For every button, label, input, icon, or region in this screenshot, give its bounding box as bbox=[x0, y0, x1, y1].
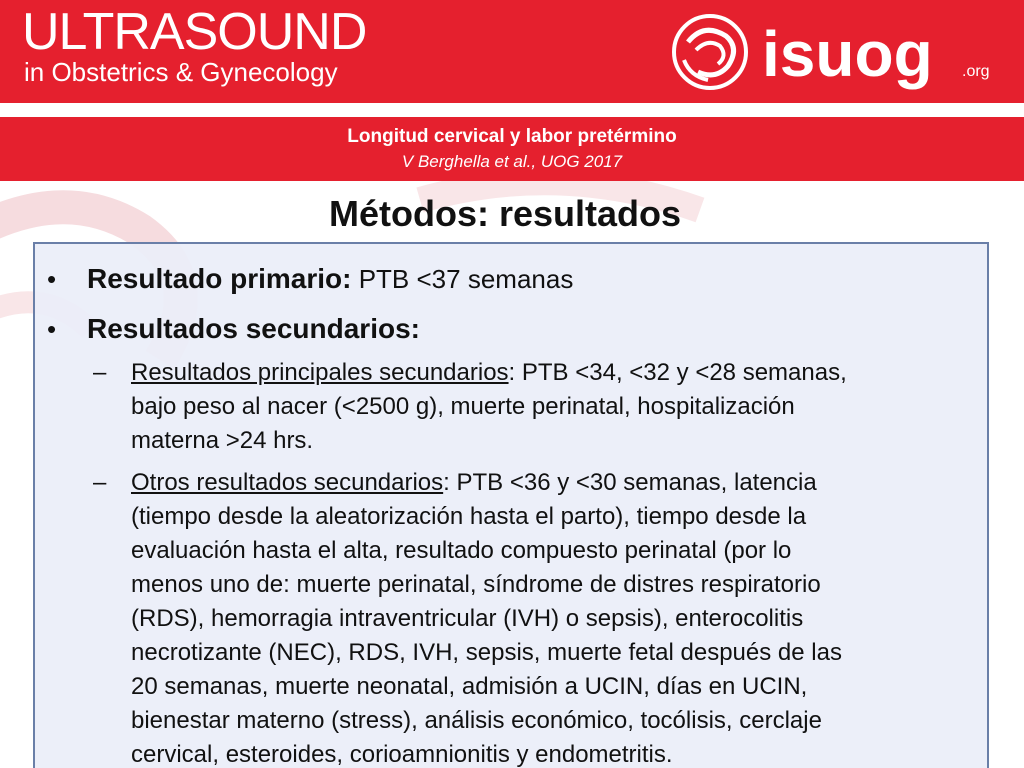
slide-title: Métodos: resultados bbox=[328, 193, 682, 234]
bullet-dot-icon: • bbox=[47, 314, 57, 344]
sub-item-label: Resultados principales secundarios bbox=[131, 359, 509, 386]
paper-title: Longitud cervical y labor pretérmino bbox=[347, 126, 677, 147]
content-box bbox=[33, 242, 989, 768]
header-divider bbox=[0, 103, 1024, 117]
dash-icon: – bbox=[93, 359, 107, 386]
sub-item-main-secondary: – Resultados principales secundarios: PTB <34, <32 y <28 semanas, bajo peso al nacer (<2500 g), muerte perinatal, hospitalización materna >24 hrs. bbox=[93, 356, 983, 460]
isuog-logo bbox=[664, 0, 1024, 103]
sub-item-other-secondary: – Otros resultados secundarios: PTB <36 y <30 semanas, latencia (tiempo desde la aleatorización hasta el parto), tiempo desde la evaluación hasta el alta, resultado compuesto perinatal (por lo menos uno de: muerte perinatal, síndrome de distres respiratorio (RDS), hemorragia intraventricular (IVH) o sepsis), enterocolitis necrotizante (NEC), RDS, IVH, sepsis, muerte fetal después de las 20 semanas, muerte neonatal, admisión a UCIN, días en UCIN, bienestar materno (stress), análisis económico, tocólisis, cerclaje cervical, esteroides, corioamnionitis y endometritis. bbox=[93, 466, 983, 768]
paper-authors: V Berghella et al., UOG 2017 bbox=[401, 152, 623, 171]
dash-icon: – bbox=[93, 469, 107, 496]
journal-subtitle: in Obstetrics & Gynecology bbox=[24, 57, 338, 87]
bullet-dot-icon: • bbox=[47, 264, 57, 294]
bullet-text: PTB <37 semanas bbox=[351, 264, 574, 294]
sub-item-label: Otros resultados secundarios bbox=[131, 469, 444, 496]
logo-wordmark: isuog bbox=[762, 18, 933, 90]
bullet-primary bbox=[47, 262, 573, 296]
logo-suffix: .org bbox=[962, 63, 990, 80]
journal-title: ULTRASOUND bbox=[22, 3, 367, 61]
isuog-logo-icon bbox=[664, 0, 1024, 103]
bullet-secondary bbox=[47, 312, 420, 346]
bullet-label: Resultados secundarios: bbox=[87, 313, 420, 344]
bullet-label: Resultado primario: bbox=[87, 263, 352, 294]
